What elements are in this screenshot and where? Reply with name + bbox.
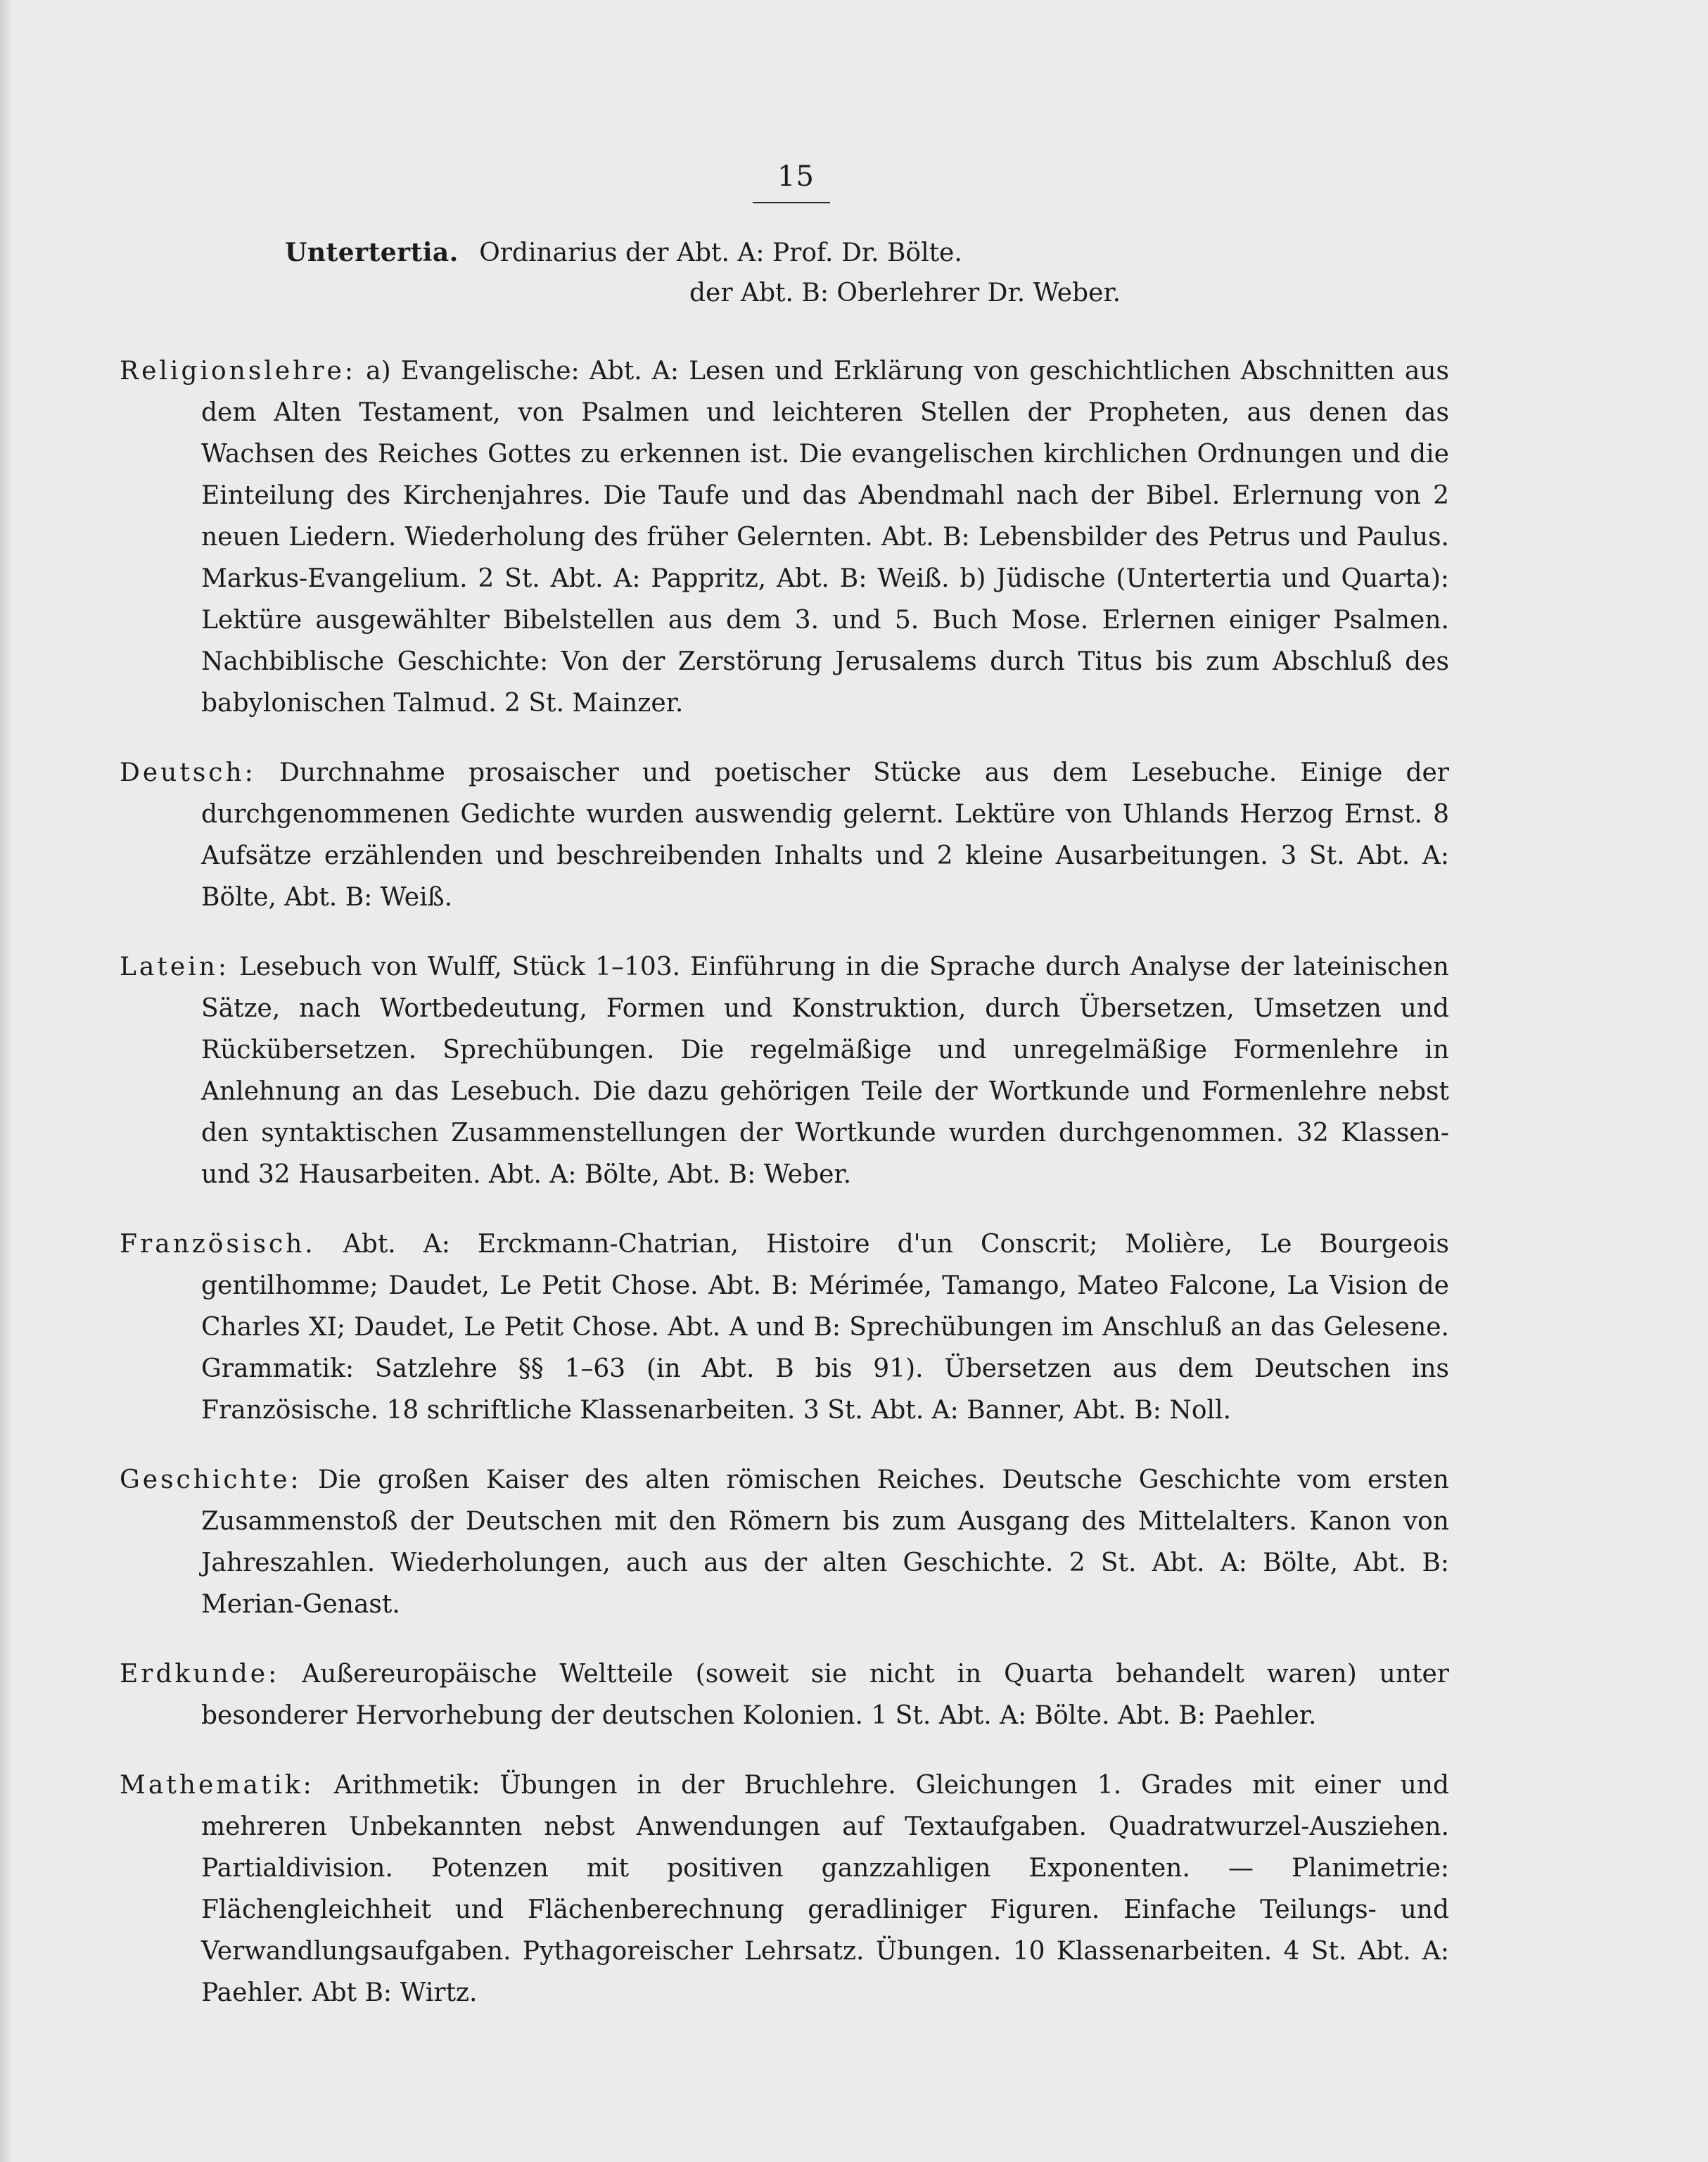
section-subject: Französisch. <box>120 1230 316 1259</box>
section-text: Durchnahme prosaischer und poetischer Stücke aus dem Lesebuche. Einige der durchgenommenen Gedichte wurden auswendig gelernt. Lektüre von Uhlands Herzog Ernst. 8 Aufsätze erzählenden und beschreibenden Inhalts und 2 kleine Ausarbeitungen. 3 St. Abt. A: Bölte, Abt. B: Weiß. <box>201 758 1449 912</box>
section-subject: Religionslehre: <box>120 357 356 386</box>
section-geschichte <box>120 1459 1449 1625</box>
section-deutsch <box>120 752 1449 918</box>
section-subject: Deutsch: <box>120 758 256 787</box>
section-latein <box>120 946 1449 1195</box>
ordinarius-b-line <box>689 279 1121 307</box>
section-erdkunde <box>120 1653 1449 1736</box>
section-subject: Mathematik: <box>120 1771 314 1800</box>
section-text: Lesebuch von Wulff, Stück 1–103. Einführung in die Sprache durch Analyse der lateinischen Sätze, nach Wortbedeutung, Formen und Konstruktion, durch Übersetzen, Umsetzen und Rückübersetzen. Sprechübungen. Die regelmäßige und unregelmäßige Formenlehre in Anlehnung an das Lesebuch. Die dazu gehörigen Teile der Wortkunde und Formenlehre nebst den syntaktischen Zusammenstellungen der Wortkunde wurden durchgenommen. 32 Klassen- und 32 Hausarbeiten. Abt. A: Bölte, Abt. B: Weber. <box>201 953 1449 1189</box>
ordinarius-b: der Abt. B: Oberlehrer Dr. Weber. <box>689 279 1121 307</box>
class-title: Untertertia. <box>285 238 459 267</box>
section-subject: Geschichte: <box>120 1465 302 1494</box>
section-text: Außereuropäische Weltteile (soweit sie nicht in Quarta behandelt waren) unter besonderer Hervorhebung der deutschen Kolonien. 1 St. Abt. A: Bölte. Abt. B: Paehler. <box>201 1660 1449 1730</box>
section-religionslehre <box>120 350 1449 724</box>
ordinarius-a: Ordinarius der Abt. A: Prof. Dr. Bölte. <box>479 239 962 267</box>
section-franzoesisch <box>120 1223 1449 1431</box>
section-text: a) Evangelische: Abt. A: Lesen und Erklärung von geschichtlichen Abschnitten aus dem Alten Testament, von Psalmen und leichteren Stellen der Propheten, aus denen das Wachsen des Reiches Gottes zu erkennen ist. Die evangelischen kirchlichen Ordnungen und die Einteilung des Kirchenjahres. Die Taufe und das Abendmahl nach der Bibel. Erlernung von 2 neuen Liedern. Wiederholung des früher Gelernten. Abt. B: Lebensbilder des Petrus und Paulus. Markus-Evangelium. 2 St. Abt. A: Pappritz, Abt. B: Weiß. b) Jüdische (Untertertia und Quarta): Lektüre ausgewählter Bibelstellen aus dem 3. und 5. Buch Mose. Erlernen einiger Psalmen. Nachbiblische Geschichte: Von der Zerstörung Jerusalems durch Titus bis zum Abschluß des babylonischen Talmud. 2 St. Mainzer. <box>201 357 1449 718</box>
class-heading-line <box>285 238 962 267</box>
section-subject: Erdkunde: <box>120 1660 280 1689</box>
curriculum-body <box>120 325 1449 2042</box>
section-text: Abt. A: Erckmann-Chatrian, Histoire d'un Conscrit; Molière, Le Bourgeois gentilhomme; Daudet, Le Petit Chose. Abt. B: Mérimée, Tamango, Mateo Falcone, La Vision de Charles XI; Daudet, Le Petit Chose. Abt. A und B: Sprechübungen im Anschluß an das Gelesene. Grammatik: Satzlehre §§ 1–63 (in Abt. B bis 91). Übersetzen aus dem Deutschen ins Französische. 18 schriftliche Klassenarbeiten. 3 St. Abt. A: Banner, Abt. B: Noll. <box>201 1230 1449 1425</box>
section-text: Arithmetik: Übungen in der Bruchlehre. Gleichungen 1. Grades mit einer und mehreren Unbekannten nebst Anwendungen auf Textaufgaben. Quadratwurzel-Ausziehen. Partialdivision. Potenzen mit positiven ganzzahligen Exponenten. — Planimetrie: Flächengleichheit und Flächenberechnung geradliniger Figuren. Einfache Teilungs- und Verwandlungsaufgaben. Pythagoreischer Lehrsatz. Übungen. 10 Klassenarbeiten. 4 St. Abt. A: Paehler. Abt B: Wirtz. <box>201 1771 1449 2007</box>
page-gutter-shadow <box>0 0 13 2162</box>
page-number-rule <box>753 202 830 203</box>
page-number: 15 <box>777 160 815 193</box>
section-text: Die großen Kaiser des alten römischen Reiches. Deutsche Geschichte vom ersten Zusammenstoß der Deutschen mit den Römern bis zum Ausgang des Mittelalters. Kanon von Jahreszahlen. Wiederholungen, auch aus der alten Geschichte. 2 St. Abt. A: Bölte, Abt. B: Merian-Genast. <box>201 1465 1449 1619</box>
section-mathematik <box>120 1764 1449 2014</box>
section-subject: Latein: <box>120 953 229 981</box>
